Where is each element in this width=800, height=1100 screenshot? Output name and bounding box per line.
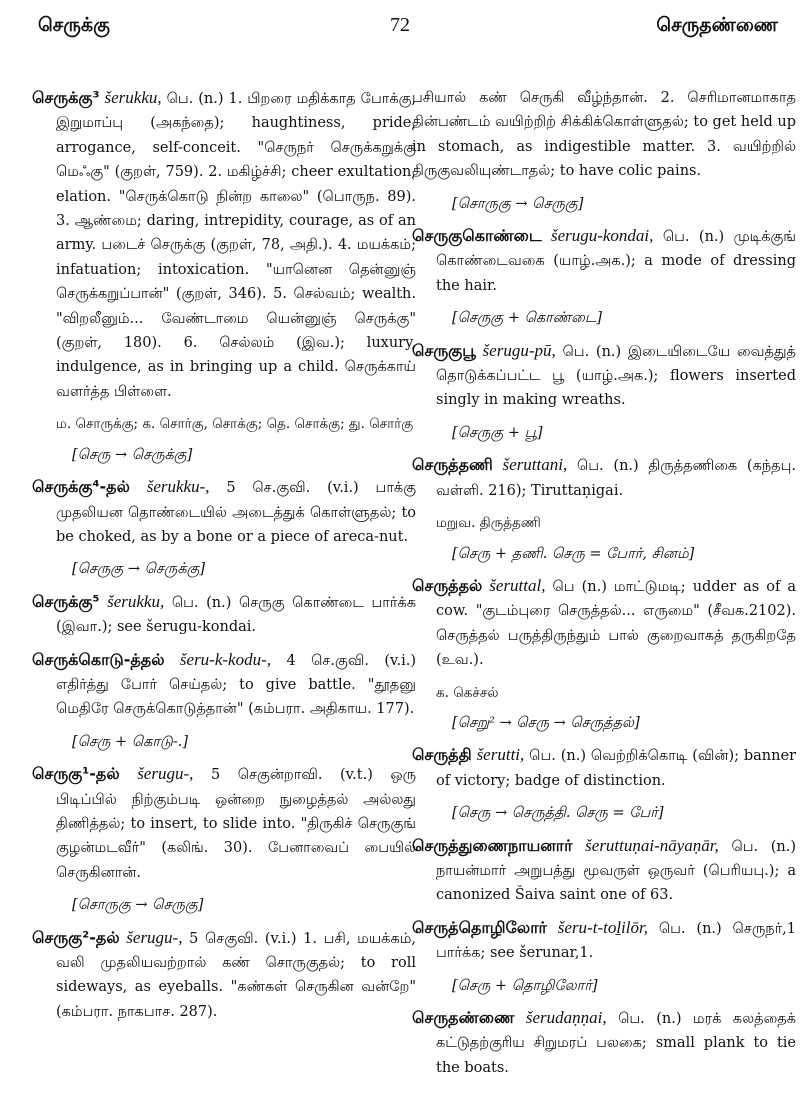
entry-transliteration: šerutti, [476,745,525,765]
dictionary-entry [412,1006,796,1080]
page-header [0,8,800,48]
etymology-note: [செரு → செருத்தி. செரு = பேர்] [452,805,664,822]
etymology-note: [சொருகு → செருகு] [452,195,584,212]
entry-headword: செருக்கு⁴-தல் [32,477,130,497]
entry-headword: செருத்தல் [412,575,483,595]
entry-definition: பெ. (n.) முடிக்குங் கொண்டைவகை (யாழ்.அக.); a mode of dressing the hair. [436,229,796,294]
dictionary-entry [412,834,796,908]
entry-headword: செருத்தொழிலோர் [412,917,547,937]
cognate-note: க. கெச்சல் [436,684,499,701]
dictionary-entry [32,590,416,640]
entry-transliteration: šeruttal, [489,575,546,595]
entry-transliteration: šerukku-, [146,477,210,497]
dictionary-entry [32,648,416,722]
etymology-note: [செரு + தொழிலோர்] [452,977,598,994]
entry-headword: செருகுபூ [412,340,476,360]
entry-definition: 4 செ.குவி. (v.i.) எதிர்த்து போர் செய்தல்; to give battle. "தூதனு மெதிரே செருக்கொடுத்தான்" (கம்பரா. அதிகாய. 177). [56,652,417,718]
entry-headword: செருக்கு⁵ [32,591,100,611]
entry-definition: பெ. (n.) வெற்றிக்கொடி (வின்); banner of victory; badge of distinction. [436,748,796,789]
entry-headword: செருகுகொண்டை [412,226,542,246]
dictionary-entry [412,224,796,298]
entry-continuation: பசியால் கண் செருகி வீழ்ந்தான். 2. செரிமானமாகாத தின்பண்டம் வயிற்றிற் சிக்கிக்கொள்ளுதல்; to get held up in stomach, as indigestible matter. 3. வயிற்றில் திருகுவலியுண்டாதல்; to have colic pains. [412,90,796,180]
dictionary-entry [412,916,796,966]
left-column [32,86,416,1032]
header-left-guideword: செருக்கு [38,14,110,36]
entry-definition: பெ. (n.) செருகு கொண்டை பார்க்க (இவா.); see šerugu-kondai. [56,594,417,636]
entry-definition: பெ. (n.) இடையிடையே வைத்துத் தொடுக்கப்பட்ட பூ (யாழ்.அக.); flowers inserted singly in making wreaths. [436,343,796,409]
entry-definition: பெ. (n.) செருநர்,1 பார்க்க; see šerunar,1. [436,920,797,962]
entry-transliteration: šerukku, [104,88,162,107]
entry-definition: பெ. (n.) திருத்தணிகை (கந்தபு. வள்ளி. 216); Tiruttaṇigai. [436,458,797,499]
entry-definition: பெ. (n.) 1. பிறரை மதிக்காத போக்கு, இறுமாப்பு (அகந்தை); haughtiness, pride, arrogance, self-conceit. "செருநர் செருக்கறுக்கு மெஃகு" (குறள், 759). 2. மகிழ்ச்சி; cheer exultation, elation. "செருக்கொடு நின்ற காலை" (பொருந. 89). 3. ஆண்மை; daring, intrepidity, courage, as of an army. படைச் செருக்கு (குறள், 78, அதி.). 4. மயக்கம்; infatuation; intoxication. "யானென தென்னுஞ் செருக்கறுப்பான்" (குறள், 346). 5. செல்வம்; wealth. "விறலீனும்... வேண்டாமை யென்னுஞ் செருக்கு" (குறள், 180). 6. செல்லம் (இவ.); luxury, indulgence, as in bringing up a child. செருக்காய் வளர்த்த பிள்ளை. [56,91,417,400]
entry-definition: பெ. (n.) மரக் கலத்தைக் கட்டுதற்குரிய சிறுமரப் பலகை; small plank to tie the boats. [436,1011,797,1076]
entry-headword: செருத்தணி [412,455,493,475]
entry-transliteration: šerugu-kondai, [550,226,654,246]
dictionary-entry [412,743,796,793]
entry-transliteration: šerugu-, [126,927,183,947]
entry-headword: செருத்துணைநாயனார் [412,835,573,855]
dictionary-entry [412,339,796,413]
entry-definition: பெ. (n.) நாயன்மார் அறுபத்து மூவருள் ஒருவர் (பெரியபு.); a canonized Šaiva saint one of 63. [436,838,797,904]
entry-transliteration: šeru-t-toḻilōr, [557,917,648,937]
etymology-note: [செருகு + பூ] [452,424,543,441]
entry-headword: செருதண்ணை [412,1008,515,1027]
header-right-guideword: செருதண்ணை [656,14,778,36]
etymology-note: [செரு + தணி. செரு = போர், சினம்] [452,545,695,562]
etymology-note: [செரு + கொடு-.] [72,733,189,750]
entry-definition: 5 செகுன்றாவி. (v.t.) ஒரு பிடிப்பில் நிற்கும்படி ஒன்றை நுழைத்தல் அல்லது திணித்தல்; to insert, to slide into. "திருகிச் செருகுங் குழன்மடவீர்" (கலிங். 30). பேனாவைப் பையில் செருகினான். [56,767,417,881]
dictionary-entry [32,475,416,549]
entry-headword: செருக்கு³ [32,88,100,107]
entry-transliteration: šerukku, [107,591,165,611]
entry-headword: செருகு²-தல் [32,927,120,947]
cognate-note: மறுவ. திருத்தணி [436,515,541,532]
entry-transliteration: šerudaṇṇai, [525,1008,607,1027]
entry-definition: 5 செ.குவி. (v.i.) பாக்கு முதலியன தொண்டையில் அடைத்துக் கொள்ளுதல்; to be choked, as by a bone or a piece of areca-nut. [56,480,416,545]
dictionary-entry [412,574,796,673]
entry-transliteration: šeruttuṇai-nāyaṇār, [585,835,719,855]
right-column [412,86,796,1088]
entry-headword: செருக்கொடு-த்தல் [32,649,165,669]
dictionary-entry [32,86,416,404]
etymology-note: [செருகு → செருக்கு] [72,561,206,578]
entry-transliteration: šeru-k-kodu-, [179,649,272,669]
etymology-note: [செரு → செருக்கு] [72,446,193,463]
entry-transliteration: šeruttani, [502,455,568,475]
etymology-note: [சொருகு → செருகு] [72,897,204,914]
entry-headword: செருத்தி [412,745,472,765]
page-number: 72 [390,14,410,36]
entry-definition: பெ (n.) மாட்டுமடி; udder as of a cow. "குடம்புரை செருத்தல்... எருமை" (சீவக.2102). செருத்தல் பருத்திருந்தும் பால் குறைவாகத் தருகிறதே (உவ.). [436,578,796,669]
entry-definition: 5 செகுவி. (v.i.) 1. பசி, மயக்கம், வலி முதலியவற்றால் கண் சொருகுதல்; to roll sideways, as eyeballs. "கண்கள் செருகின வன்றே" (கம்பரா. நாகபாச. 287). [56,930,417,1020]
entry-transliteration: šerugu-, [137,764,194,784]
dictionary-entry [32,926,416,1025]
entry-headword: செருகு¹-தல் [32,764,120,784]
dictionary-entry [412,453,796,503]
etymology-note: [செருகு + கொண்டை] [452,310,603,327]
etymology-note: [செறு² → செரு → செருத்தல்] [452,714,640,731]
entry-transliteration: šerugu-pū, [482,340,556,360]
cognate-note: ம. சொருக்கு; க. சொர்கு, சொக்கு; தெ. சொக்கு; து. சொர்கு [56,416,414,433]
dictionary-entry [32,762,416,885]
